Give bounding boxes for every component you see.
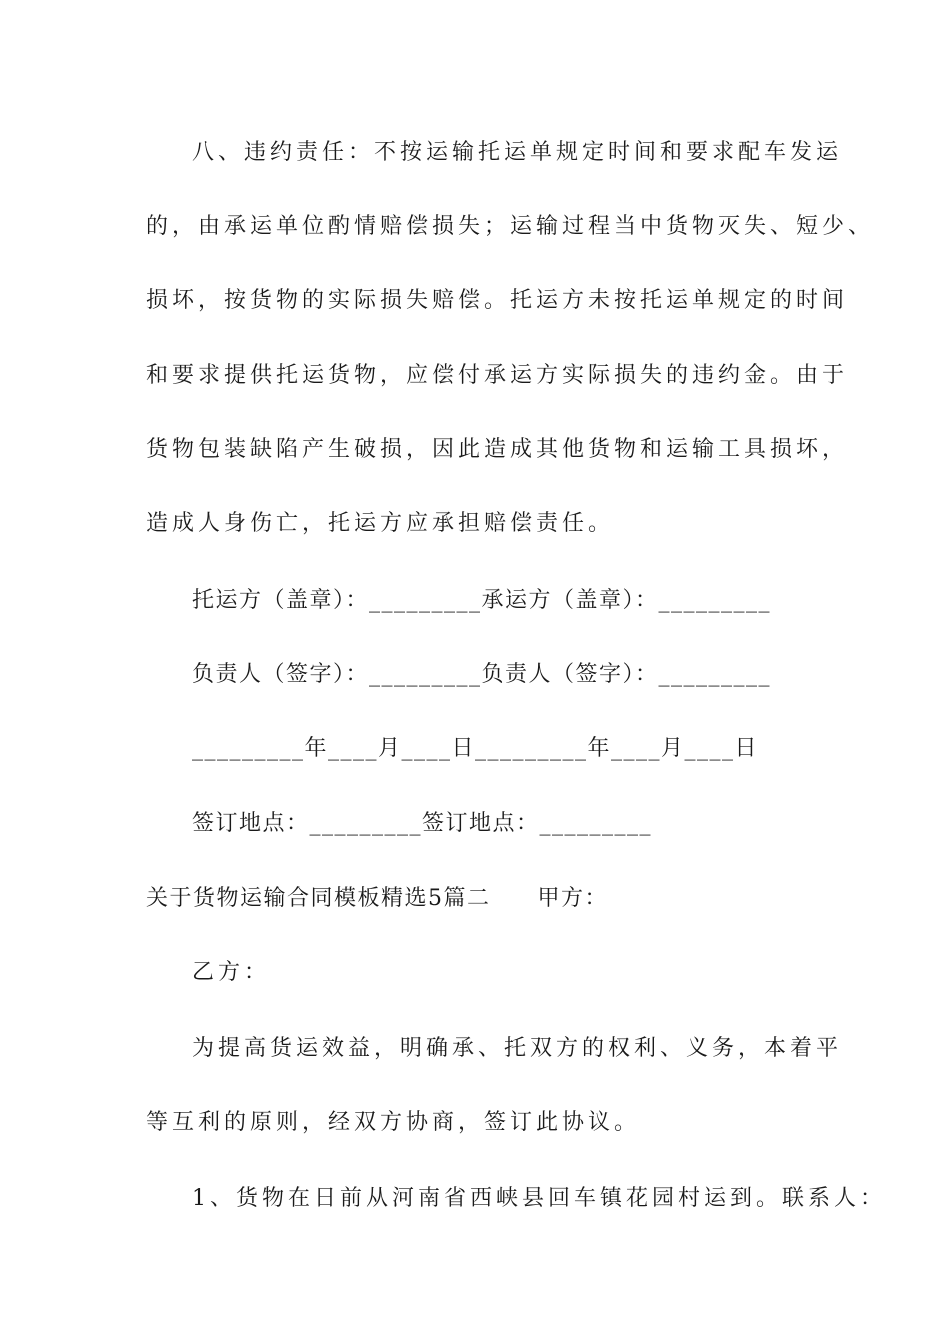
signature-seal-line: 托运方（盖章）：_________承运方（盖章）：_________ <box>192 588 772 613</box>
paragraph-breach-line-2: 的，由承运单位酌情赔偿损失；运输过程当中货物灭失、短少、 <box>146 214 875 239</box>
paragraph-breach-line-4: 和要求提供托运货物，应偿付承运方实际损失的违约金。由于 <box>146 363 849 388</box>
party-b-label: 乙方： <box>192 960 271 985</box>
paragraph-purpose-line-2: 等互利的原则，经双方协商，签订此协议。 <box>146 1110 641 1135</box>
section-heading: 关于货物运输合同模板精选5篇二 甲方： <box>146 886 608 911</box>
paragraph-breach-line-6: 造成人身伤亡，托运方应承担赔偿责任。 <box>146 511 615 536</box>
paragraph-breach-line-3: 损坏，按货物的实际损失赔偿。托运方未按托运单规定的时间 <box>146 288 849 313</box>
paragraph-breach-line-5: 货物包装缺陷产生破损，因此造成其他货物和运输工具损坏， <box>146 437 849 462</box>
signature-date-line: _________年____月____日_________年____月____日 <box>192 736 759 761</box>
clause-1-line-1: 1、货物在日前从河南省西峡县回车镇花园村运到。联系人： <box>192 1186 886 1211</box>
paragraph-breach-line-1: 八、违约责任：不按运输托运单规定时间和要求配车发运 <box>192 140 843 165</box>
paragraph-purpose-line-1: 为提高货运效益，明确承、托双方的权利、义务，本着平 <box>192 1036 843 1061</box>
signature-place-line: 签订地点：_________签订地点：_________ <box>192 811 653 836</box>
signature-signer-line: 负责人（签字）：_________负责人（签字）：_________ <box>192 662 772 687</box>
